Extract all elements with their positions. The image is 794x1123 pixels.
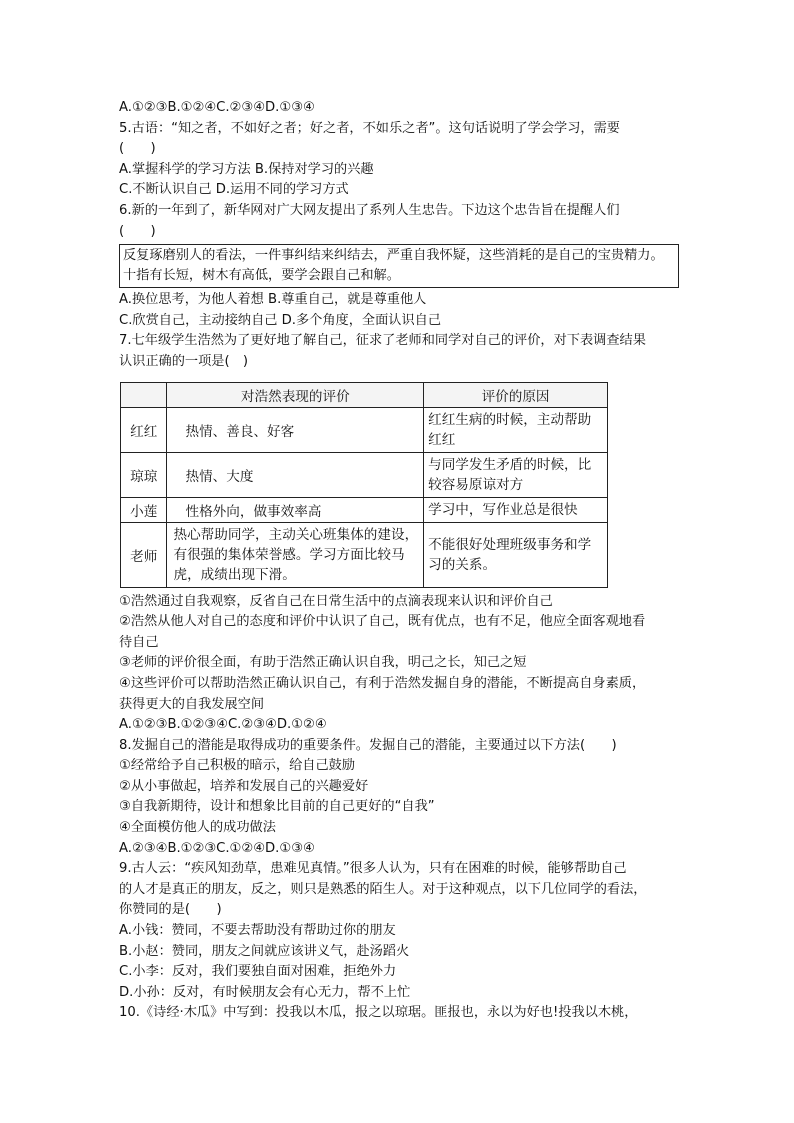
q7-statement-2: ②浩然从他人对自己的态度和评价中认识了自己，既有优点，也有不足，他应全面客观地看 xyxy=(119,614,646,630)
q5-options-ab: A.掌握科学的学习方法 B.保持对学习的兴趣 xyxy=(119,161,374,177)
q7-statement-4-cont: 获得更大的自我发展空间 xyxy=(119,696,265,712)
q8-statement-3: ③自我新期待，设计和想象比目前的自己更好的“自我” xyxy=(119,799,435,815)
evaluation-text: 热情、善良、好客 xyxy=(167,407,424,452)
q5-options-cd: C.不断认识自己 D.运用不同的学习方式 xyxy=(119,182,349,198)
q7-statement-4: ④这些评价可以帮助浩然正确认识自己，有利于浩然发掘自身的潜能，不断提高自身素质， xyxy=(119,675,646,691)
q7-options: A.①②③B.①②③④C.②③④D.①②④ xyxy=(119,717,327,733)
table-header-row xyxy=(121,382,608,407)
q6-quote-line-1: 反复琢磨别人的看法，一件事纠结来纠结去，严重自我怀疑，这些消耗的是自己的宝贵精力。 xyxy=(123,248,664,264)
q9-stem-line-3: 你赞同的是( ) xyxy=(119,902,222,918)
q6-answer-bracket: ( ) xyxy=(119,223,156,239)
table-header-cell xyxy=(121,382,167,407)
q7-stem-line-1: 7.七年级学生浩然为了更好地了解自己，征求了老师和同学对自己的评价，对下表调查结果 xyxy=(119,333,646,349)
q6-stem: 6.新的一年到了，新华网对广大网友提出了系列人生忠告。下边这个忠告旨在提醒人们 xyxy=(119,202,620,218)
q7-statement-1: ①浩然通过自我观察，反省自己在日常生活中的点滴表现来认识和评价自己 xyxy=(119,593,553,609)
q6-options-cd: C.欣赏自己，主动接纳自己 D.多个角度，全面认识自己 xyxy=(119,312,442,328)
table-row xyxy=(121,497,608,522)
q6-quote-line-2: 十指有长短，树木有高低，要学会跟自己和解。 xyxy=(123,268,400,284)
evaluator-name: 红红 xyxy=(121,407,167,452)
evaluation-reason: 不能很好处理班级事务和学习的关系。 xyxy=(424,522,608,587)
evaluator-name: 琼琼 xyxy=(121,452,167,497)
q5-answer-bracket: ( ) xyxy=(119,141,156,157)
evaluator-name: 小莲 xyxy=(121,497,167,522)
exam-page xyxy=(119,98,681,1024)
q7-stem-line-2: 认识正确的一项是( ) xyxy=(119,353,248,369)
evaluation-text: 性格外向，做事效率高 xyxy=(167,497,424,522)
q9-stem-line-2: 的人才是真正的朋友，反之，则只是熟悉的陌生人。对于这种观点，以下几位同学的看法， xyxy=(119,881,647,897)
evaluation-reason: 学习中，写作业总是很快 xyxy=(424,497,608,522)
q8-statement-2: ②从小事做起，培养和发展自己的兴趣爱好 xyxy=(119,778,369,794)
q8-statement-1: ①经常给予自己积极的暗示，给自己鼓励 xyxy=(119,758,356,774)
evaluation-text: 热情、大度 xyxy=(167,452,424,497)
q9-option-a: A.小钱：赞同，不要去帮助没有帮助过你的朋友 xyxy=(119,923,396,939)
q6-options-ab: A.换位思考，为他人着想 B.尊重自己，就是尊重他人 xyxy=(119,292,427,308)
q8-stem: 8.发掘自己的潜能是取得成功的重要条件。发掘自己的潜能，主要通过以下方法( ) xyxy=(119,737,617,753)
evaluation-table xyxy=(120,382,608,588)
evaluator-name: 老师 xyxy=(121,522,167,587)
table-row xyxy=(121,452,608,497)
evaluation-reason: 红红生病的时候，主动帮助红红 xyxy=(424,407,608,452)
q9-option-d: D.小孙：反对，有时候朋友会有心无力，帮不上忙 xyxy=(119,984,411,1000)
q8-options: A.②③④B.①②③C.①②④D.①③④ xyxy=(119,840,315,856)
evaluation-reason: 与同学发生矛盾的时候，比较容易原谅对方 xyxy=(424,452,608,497)
q5-stem: 5.古语：“知之者，不如好之者；好之者，不如乐之者”。这句话说明了学会学习，需要 xyxy=(119,120,620,136)
q7-statement-3: ③老师的评价很全面，有助于浩然正确认识自我，明己之长，知己之短 xyxy=(119,655,527,671)
table-header-cell: 评价的原因 xyxy=(424,382,608,407)
q6-quote-box xyxy=(119,244,679,288)
q9-option-b: B.小赵：赞同，朋友之间就应该讲义气，赴汤蹈火 xyxy=(119,943,410,959)
q9-option-c: C.小李：反对，我们要独自面对困难，拒绝外力 xyxy=(119,964,397,980)
q7-statement-2-cont: 待自己 xyxy=(119,634,159,650)
table-row xyxy=(121,522,608,587)
table-row xyxy=(121,407,608,452)
q4-options: A.①②③B.①②④C.②③④D.①③④ xyxy=(119,100,315,115)
q9-stem-line-1: 9.古人云：“疾风知劲草，患难见真情。”很多人认为，只有在困难的时候，能够帮助自己 xyxy=(119,861,627,877)
q10-stem: 10.《诗经·木瓜》中写到：投我以木瓜，报之以琼琚。匪报也，永以为好也!投我以木桃， xyxy=(119,1005,638,1021)
evaluation-text: 热心帮助同学，主动关心班集体的建设，有很强的集体荣誉感。学习方面比较马虎，成绩出现下滑。 xyxy=(167,522,424,587)
q8-statement-4: ④全面模仿他人的成功做法 xyxy=(119,820,276,836)
table-header-cell: 对浩然表现的评价 xyxy=(167,382,424,407)
